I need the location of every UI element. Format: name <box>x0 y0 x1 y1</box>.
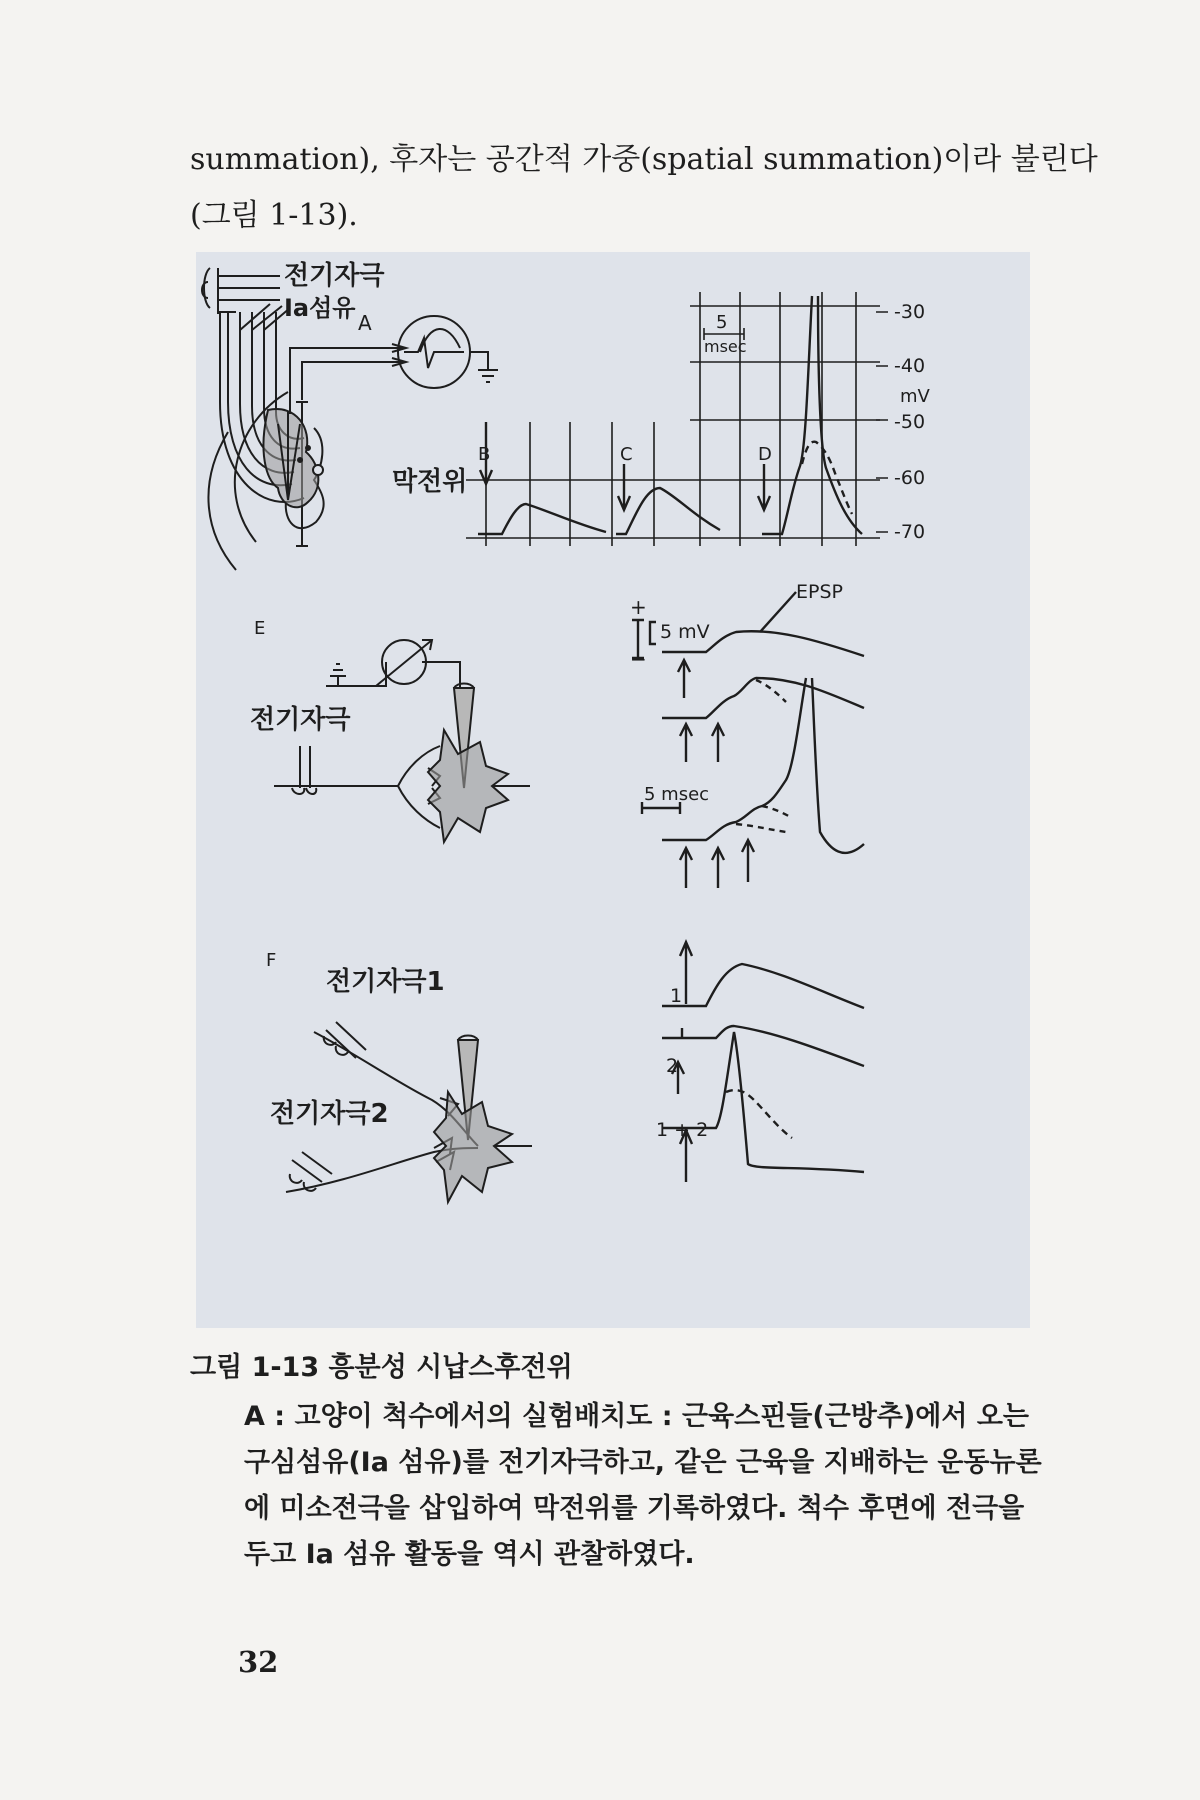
voltage-tick-2: -50 <box>894 411 926 433</box>
time-scale-value: 5 <box>716 312 728 333</box>
panel-e-letter: E <box>254 618 266 639</box>
amplitude-scale-label: 5 mV <box>660 621 710 643</box>
panel-e-stim-label: 전기자극 <box>250 705 351 735</box>
caption-line-3: 에 미소전극을 삽입하여 막전위를 기록하였다. 척수 후면에 전극을 <box>244 1493 1025 1524</box>
trace-b-label: B <box>478 444 491 465</box>
figure-1-13 <box>196 252 1030 1328</box>
caption-line-4: 두고 Ia 섬유 활동을 역시 관찰하였다. <box>244 1539 695 1570</box>
panel-a-fiber-label: Ia섬유 <box>284 294 356 322</box>
panel-a-labels <box>284 260 931 543</box>
intro-paragraph <box>190 132 1098 244</box>
caption-title: 그림 1-13 흥분성 시납스후전위 <box>190 1352 573 1383</box>
voltage-unit: mV <box>900 386 930 407</box>
panel-e-time-label: 5 msec <box>644 784 710 805</box>
time-scale-unit: msec <box>704 337 747 356</box>
panel-a-stim-label: 전기자극 <box>284 261 385 291</box>
polarity-minus: − <box>630 647 647 671</box>
epsp-label: EPSP <box>796 581 843 603</box>
panel-e-neuron <box>274 640 530 842</box>
voltage-tick-1: -40 <box>894 355 926 377</box>
caption-line-2: 구심섬유(Ia 섬유)를 전기자극하고, 같은 근육을 지배하는 운동뉴론 <box>244 1447 1042 1478</box>
voltage-tick-0: -30 <box>894 301 926 323</box>
voltage-tick-4: -70 <box>894 521 926 543</box>
stim-1-label: 전기자극1 <box>326 967 445 997</box>
polarity-plus: + <box>630 595 647 619</box>
panel-f-letter: F <box>266 950 277 971</box>
panel-e-labels <box>250 581 843 805</box>
voltage-tick-3: -60 <box>894 467 926 489</box>
panel-a-traces <box>478 296 862 534</box>
caption-line-1: A : 고양이 척수에서의 실험배치도 : 근육스핀들(근방추)에서 오는 <box>244 1401 1030 1432</box>
figure-caption <box>190 1346 1040 1578</box>
page-number: 32 <box>238 1645 279 1679</box>
trace-1-label: 1 <box>670 985 683 1007</box>
stim-2-label: 전기자극2 <box>270 1099 389 1129</box>
trace-c-label: C <box>620 444 633 465</box>
membrane-potential-label: 막전위 <box>392 467 468 497</box>
figure-drawing <box>196 252 1030 1328</box>
panel-a-grid <box>466 292 888 546</box>
caption-body <box>244 1394 1040 1578</box>
trace-1-plus-2-label: 1 + 2 <box>656 1119 709 1141</box>
trace-d-label: D <box>758 444 772 465</box>
panel-f-traces <box>662 942 864 1182</box>
panel-a-letter: A <box>358 311 372 335</box>
intro-line-1: summation), 후자는 공간적 가중(spatial summation)이라 불린다 <box>190 142 1098 177</box>
intro-line-2: (그림 1-13). <box>190 198 358 233</box>
trace-2-label: 2 <box>666 1055 679 1077</box>
